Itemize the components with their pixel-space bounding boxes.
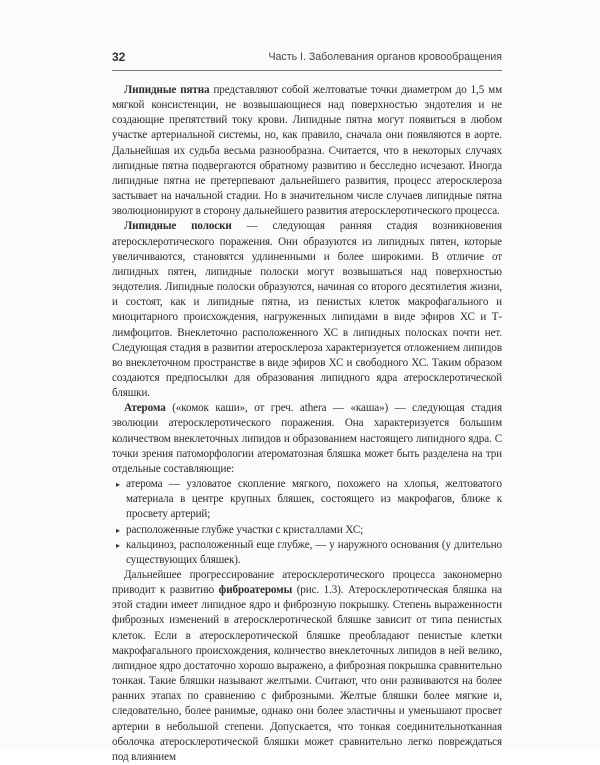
bullet-triangle-icon: ▸ xyxy=(116,480,120,490)
page-header xyxy=(112,46,502,71)
paragraph-fibroatheroma xyxy=(112,568,502,765)
list-item-text: расположенные глубже участки с кристаллами ХС; xyxy=(126,523,364,536)
term-lipid-streaks: Липидные полоски xyxy=(124,220,232,233)
list-item xyxy=(112,523,502,538)
list-item-text: атерома — узловатое скопление мягкого, похожего на хлопья, желтоватого материала в центре крупных бляшек, состоящего из макрофагов, ближе к просвету артерий; xyxy=(126,478,502,521)
paragraph-atheroma xyxy=(112,401,502,477)
paragraph-lipid-streaks xyxy=(112,219,502,401)
paragraph-text: (рис. 1.3). Атеросклеротическая бляшка на этой стадии имеет липидное ядро и фиброзную покрышку. Степень выраженности фиброзных изменений в атеросклеротической бляшке зависит от типа пенистых клеток. Если в атеросклеротической бляшке преобладают пенистые клетки макрофагального происхождения, количество внеклеточных липидов в ней велико, липидное ядро достаточно хорошо выражено, а фиброзная покрышка сравнительно тонкая. Такие бляшки называют желтыми. Считают, что они развиваются на более ранних этапах по сравнению с фиброзными. Желтые бляшки более мягкие и, следовательно, более ранимые, однако они более эластичны и уменьшают просвет артерии в небольшой степени. Допускается, что тонкая соединительнотканная оболочка атеросклеротической бляшки может сравнительно легко повреждаться под влиянием xyxy=(112,584,502,763)
term-lipid-spots: Липидные пятна xyxy=(124,84,210,96)
term-fibroatheroma: фиброатеромы xyxy=(218,584,293,597)
body-text xyxy=(112,83,502,765)
paragraph-lipid-spots xyxy=(112,83,502,219)
list-item-text: кальциноз, расположенный еще глубже, — у наружного основания (у длительно существующих бляшек). xyxy=(126,538,502,566)
paragraph-text: («комок каши», от греч. athera — «каша») — следующая стадия эволюции атеросклеротического поражения. Она характеризуется большим количеством внеклеточных липидов и образованием настоящего липидного ядра. С точки зрения патоморфологии атероматозная бляшка может быть разделена на три отдельные составляющие: xyxy=(112,402,502,475)
atheroma-components-list xyxy=(112,477,502,568)
bullet-triangle-icon: ▸ xyxy=(116,540,120,550)
running-head: Часть I. Заболевания органов кровообращения xyxy=(268,51,502,63)
paragraph-text: — следующая ранняя стадия возникновения атеросклеротического поражения. Они образуются из липидных пятен, которые увеличиваются, становятся удлиненными и более широкими. В отличие от липидных пятен, липидные полоски могут возвышаться над поверхностью эндотелия. Липидные полоски образуются, начиная со второго десятилетия жизни, и состоят, как и липидные пятна, из пенистых клеток макрофагального и миоцитарного происхождения, нагруженных липидами в виде эфиров ХС и Т-лимфоцитов. Внеклеточно расположенного ХС в липидных полосках почти нет. Следующая стадия в развитии атеросклероза характеризуется отложением липидов во внеклеточном пространстве в виде эфиров ХС и свободного ХС. Таким образом создаются предпосылки для образования липидного ядра атеросклеротической бляшки. xyxy=(112,220,502,400)
bullet-triangle-icon: ▸ xyxy=(116,525,120,535)
list-item xyxy=(112,477,502,522)
term-atheroma: Атерома xyxy=(124,402,166,415)
paragraph-text: представляют собой желтоватые точки диаметром до 1,5 мм мягкой консистенции, не возвышающиеся над поверхностью эндотелия и не создающие препятствий току крови. Липидные пятна могут появиться в любом участке артериальной системы, но, как правило, сначала они появляются в аорте. Дальнейшая их судьба весьма разнообразна. Считается, что в некоторых случаях липидные пятна подвергаются обратному развитию и бесследно исчезают. Иногда липидные пятна не претерпевают дальнейшего развития, процесс атеросклероза застывает на начальной стадии. Но в значительном числе случаев липидные пятна эволюционируют в сторону дальнейшего развития атеросклеротического процесса. xyxy=(112,84,502,218)
paragraph-text: Дальнейшее прогрессирование атеросклеротического процесса закономерно приводит к развитию xyxy=(112,569,502,597)
page-number: 32 xyxy=(112,50,126,64)
list-item xyxy=(112,538,502,568)
